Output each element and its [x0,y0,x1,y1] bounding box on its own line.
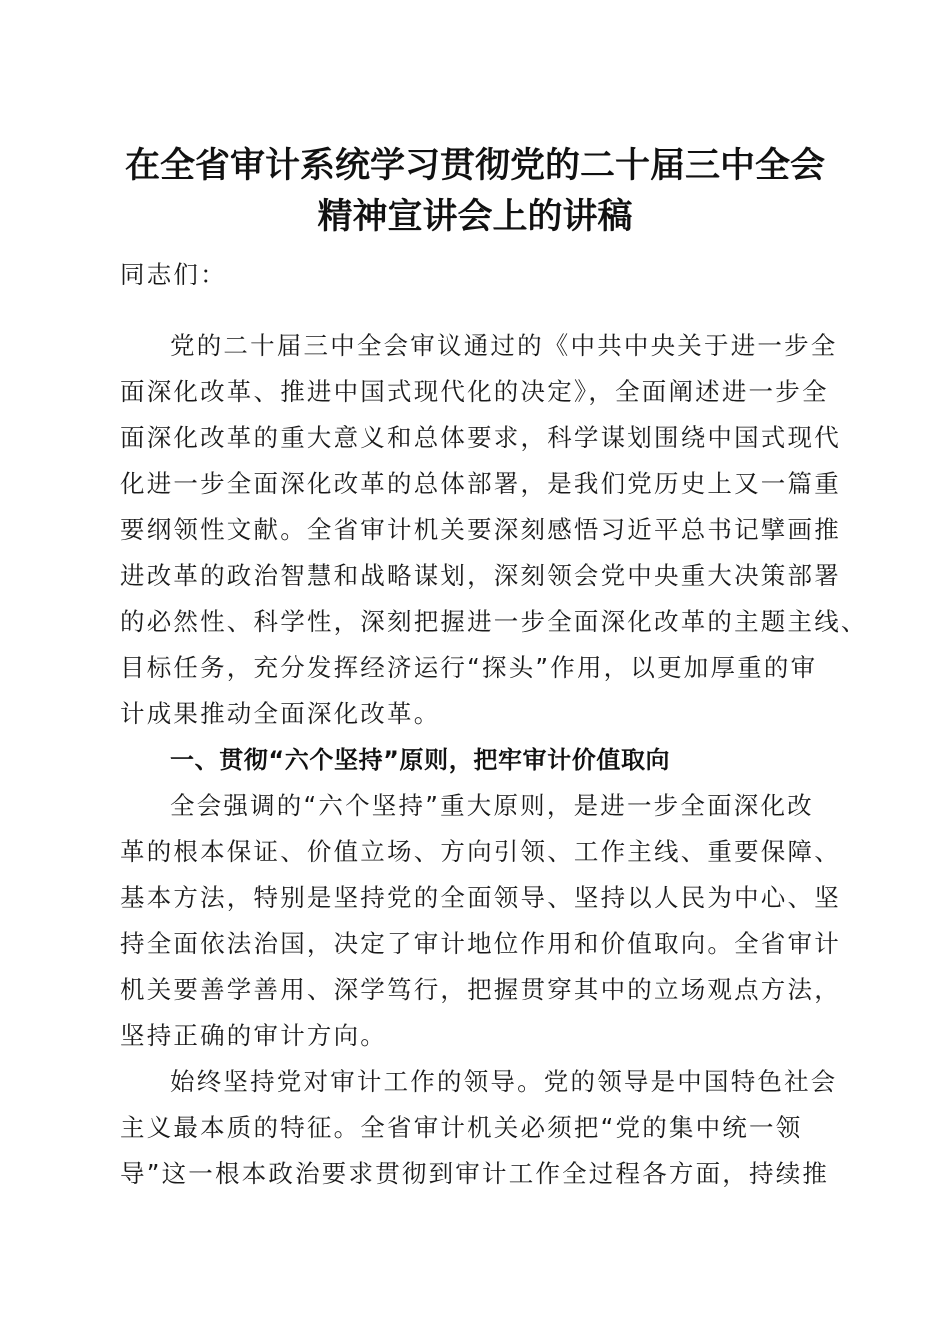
salutation: 同志们： [120,260,227,289]
paragraph-1-line: 目标任务，充分发挥经济运行“探头”作用，以更加厚重的审 [120,653,818,682]
paragraph-1-line: 要纲领性文献。全省审计机关要深刻感悟习近平总书记擘画推 [120,515,841,544]
paragraph-2-line: 机关要善学善用、深学笃行，把握贯穿其中的立场观点方法， [120,975,841,1004]
paragraph-1-line: 面深化改革的重大意义和总体要求，科学谋划围绕中国式现代 [120,423,841,452]
paragraph-1-line: 进改革的政治智慧和战略谋划，深刻领会党中央重大决策部署 [120,561,841,590]
document-title-line-1: 在全省审计系统学习贯彻党的二十届三中全会 [124,145,825,186]
document-title-line-2: 精神宣讲会上的讲稿 [317,196,633,237]
paragraph-3-line: 导”这一根本政治要求贯彻到审计工作全过程各方面，持续推 [120,1159,830,1188]
paragraph-1-line: 化进一步全面深化改革的总体部署，是我们党历史上又一篇重 [120,469,841,498]
paragraph-2-line: 持全面依法治国，决定了审计地位作用和价值取向。全省审计 [120,929,841,958]
paragraph-3-line: 始终坚持党对审计工作的领导。党的领导是中国特色社会 [170,1067,838,1096]
paragraph-2-line: 革的根本保证、价值立场、方向引领、工作主线、重要保障、 [120,837,841,866]
paragraph-2-line: 坚持正确的审计方向。 [120,1021,387,1050]
paragraph-1-line: 党的二十届三中全会审议通过的《中共中央关于进一步全 [170,331,838,360]
section-1-heading: 一、贯彻“六个坚持”原则，把牢审计价值取向 [170,746,671,774]
paragraph-3-line: 主义最本质的特征。全省审计机关必须把“党的集中统一领 [120,1113,803,1142]
paragraph-1-line: 的必然性、科学性，深刻把握进一步全面深化改革的主题主线、 [120,607,868,636]
paragraph-1-line: 计成果推动全面深化改革。 [120,699,441,728]
paragraph-1-line: 面深化改革、推进中国式现代化的决定》，全面阐述进一步全 [120,377,829,406]
paragraph-2-line: 全会强调的“六个坚持”重大原则，是进一步全面深化改 [170,791,814,820]
paragraph-2-line: 基本方法，特别是坚持党的全面领导、坚持以人民为中心、坚 [120,883,841,912]
